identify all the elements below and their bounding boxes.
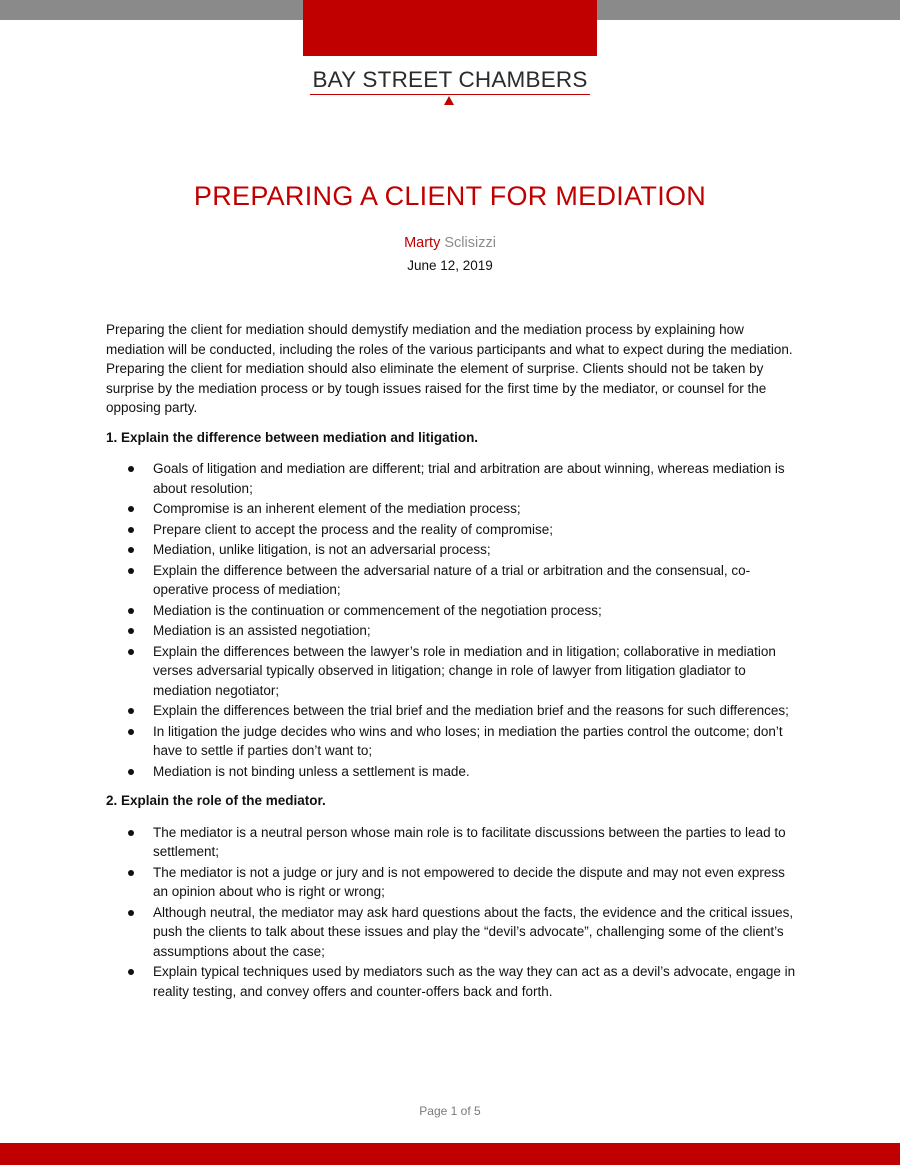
bullet-icon: [128, 649, 134, 655]
list-item: [106, 499, 796, 519]
list-item-text: Prepare client to accept the process and the reality of compromise;: [153, 521, 553, 537]
list-item: [106, 701, 796, 721]
bullet-icon: [128, 708, 134, 714]
list-item-text: Mediation is an assisted negotiation;: [153, 623, 371, 638]
list-item: [106, 962, 796, 1001]
section-heading: 2. Explain the role of the mediator.: [106, 793, 326, 808]
bullet-icon: [128, 527, 134, 533]
bullet-list: [106, 823, 796, 1002]
list-item: [106, 621, 796, 641]
document-title: PREPARING A CLIENT FOR MEDIATION: [193, 181, 707, 211]
bullet-list: [106, 459, 796, 781]
list-item-text: Mediation is the continuation or commencement of the negotiation process;: [153, 602, 602, 618]
bullet-icon: [128, 466, 134, 472]
list-item: [106, 540, 796, 560]
page-number: Page 1 of 5: [419, 1104, 481, 1118]
bullet-icon: [128, 769, 134, 775]
list-item: [106, 722, 796, 761]
list-item-text: Mediation, unlike litigation, is not an adversarial process;: [153, 542, 491, 557]
document-body: [106, 320, 796, 1011]
logo-text: BAY STREET CHAMBERS: [310, 68, 589, 95]
list-item: [106, 823, 796, 862]
bullet-icon: [128, 547, 134, 553]
bullet-icon: [128, 870, 134, 876]
bullet-icon: [128, 628, 134, 634]
list-item: [106, 520, 796, 540]
logo: [0, 68, 900, 95]
list-item-text: In litigation the judge decides who wins and who loses; in mediation the parties control the outcome; don’t have to settle if parties don’t want to;: [153, 723, 783, 758]
list-item: [106, 601, 796, 621]
section-heading: 1. Explain the difference between mediation and litigation.: [106, 429, 479, 445]
list-item: [106, 642, 796, 701]
list-item-text: The mediator is a neutral person whose main role is to facilitate discussions between the parties to lead to settlement;: [153, 824, 786, 859]
list-item: [106, 459, 796, 498]
bullet-icon: [128, 910, 134, 916]
intro-paragraph: Preparing the client for mediation should demystify mediation and the mediation process by explaining how mediation will be conducted, including the roles of the various participants and what to expect during the mediation. Preparing the client for mediation should also eliminate the element of surprise. Clients should not be taken by surprise by the mediation process or by tough issues raised for the first time by the mediator, or counsel for the opposing party.: [106, 322, 793, 415]
author-line: [0, 235, 900, 251]
list-item-text: Compromise is an inherent element of the mediation process;: [153, 501, 521, 516]
list-item: [106, 762, 796, 782]
logo-triangle-icon: [444, 96, 454, 105]
bullet-icon: [128, 506, 134, 512]
document-date: June 12, 2019: [407, 258, 493, 273]
list-item: [106, 863, 796, 902]
list-item: [106, 903, 796, 962]
bottom-red-bar: [0, 1143, 900, 1165]
bullet-icon: [128, 969, 134, 975]
list-item-text: Explain typical techniques used by mediators such as the way they can act as a devil’s advocate, engage in reality testing, and convey offers and counter-offers back and forth.: [153, 964, 796, 999]
list-item-text: The mediator is not a judge or jury and is not empowered to decide the dispute and may not even express an opinion about who is right or wrong;: [153, 864, 785, 899]
bullet-icon: [128, 729, 134, 735]
author-last-name: Sclisizzi: [444, 235, 496, 251]
list-item-text: Explain the differences between the trial brief and the mediation brief and the reasons for such differences;: [153, 703, 789, 718]
top-red-tab: [303, 0, 597, 56]
author-first-name: Marty: [404, 235, 441, 251]
bullet-icon: [128, 568, 134, 574]
list-item-text: Explain the differences between the lawyer’s role in mediation and in litigation; collaborative in mediation verses adversarial typically observed in litigation; change in role of lawyer from litigation gladiator to mediation negotiator;: [153, 643, 776, 698]
list-item-text: Explain the difference between the adversarial nature of a trial or arbitration and the consensual, co-operative process of mediation;: [153, 562, 751, 597]
list-item-text: Although neutral, the mediator may ask hard questions about the facts, the evidence and the critical issues, push the clients to talk about these issues and play the “devil’s advocate”, challenging some of the client’s assumptions about the case;: [153, 904, 794, 959]
list-item-text: Goals of litigation and mediation are different; trial and arbitration are about winning, whereas mediation is about resolution;: [153, 461, 785, 496]
list-item: [106, 561, 796, 600]
list-item-text: Mediation is not binding unless a settlement is made.: [153, 763, 470, 779]
bullet-icon: [128, 608, 134, 614]
bullet-icon: [128, 830, 134, 836]
